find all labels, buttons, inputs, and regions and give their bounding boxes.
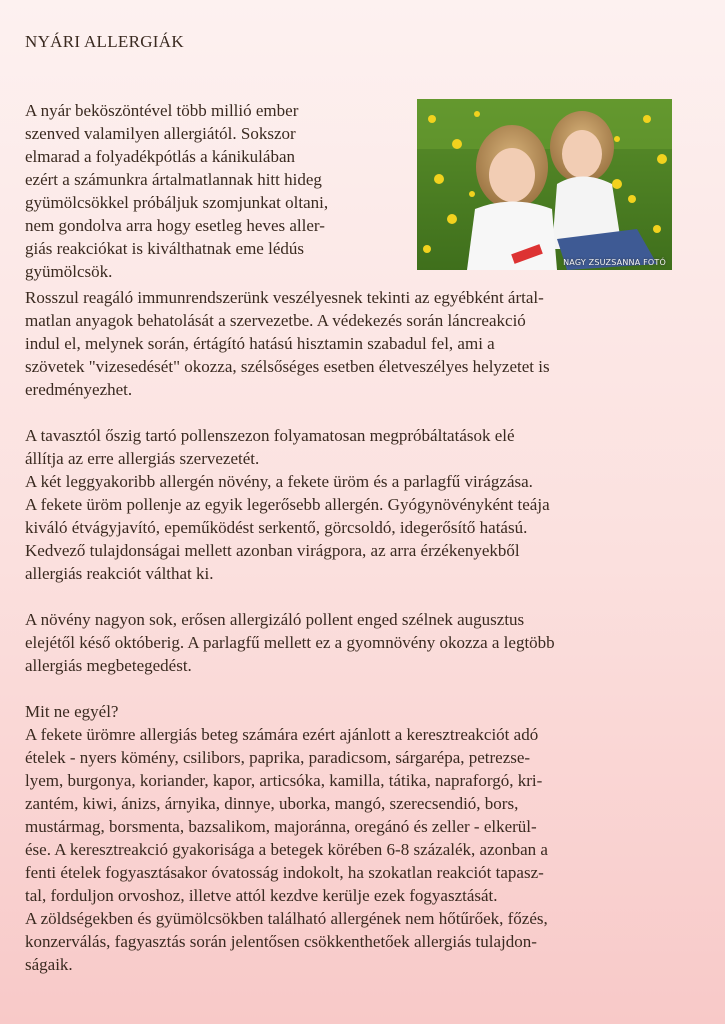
text-line: tal, forduljon orvoshoz, illetve attól kezdve kerülje ezek fogyasztását. — [25, 886, 498, 905]
children-photo — [417, 99, 672, 270]
text-line: eredményezhet. — [25, 380, 133, 399]
text-line: konzerválás, fagyasztás során jelentősen csökkenthetőek allergiás tulajdon- — [25, 932, 537, 951]
text-line: A zöldségekben és gyümölcsökben található allergének nem hőtűrőek, főzés, — [25, 909, 548, 928]
text-line: A nyár beköszöntével több millió ember — [25, 101, 299, 120]
text-line: szenved valamilyen allergiától. Sokszor — [25, 124, 296, 143]
text-line: giás reakciókat is kiválthatnak eme lédús — [25, 239, 304, 258]
text-line: gyümölcsök. — [25, 262, 113, 281]
paragraph-gap — [25, 585, 697, 608]
text-line: nem gondolva arra hogy esetleg heves aller- — [25, 216, 325, 235]
text-line: matlan anyagok behatolását a szervezetbe. A védekezés során láncreakció — [25, 311, 526, 330]
text-line: A fekete ürömre allergiás beteg számára ezért ajánlott a keresztreakciót adó — [25, 725, 539, 744]
text-line: fenti ételek fogyasztásakor óvatosság indokolt, ha szokatlan reakciót tapasz- — [25, 863, 544, 882]
text-line: Kedvező tulajdonságai mellett azonban virágpora, az arra érzékenyekből — [25, 541, 520, 560]
text-line: elmarad a folyadékpótlás a kánikulában — [25, 147, 295, 166]
text-line: A két leggyakoribb allergén növény, a fekete üröm és a parlagfű virágzása. — [25, 472, 533, 491]
text-line: allergiás reakciót válthat ki. — [25, 564, 214, 583]
text-line: elejétől késő októberig. A parlagfű mellett ez a gyomnövény okozza a legtöbb — [25, 633, 555, 652]
text-line: ételek - nyers kömény, csilibors, paprika, paradicsom, sárgarépa, petrezse- — [25, 748, 531, 767]
text-line: mustármag, borsmenta, bazsalikom, majoránna, oregánó és zeller - elkerül- — [25, 817, 537, 836]
text-line: A növény nagyon sok, erősen allergizáló pollent enged szélnek augusztus — [25, 610, 525, 629]
text-line: ezért a számunkra ártalmatlannak hitt hideg — [25, 170, 322, 189]
page-title: NYÁRI ALLERGIÁK — [25, 32, 184, 51]
text-line: kiváló étvágyjavító, epeműködést serkentő, görcsoldó, idegerősítő hatású. — [25, 518, 528, 537]
photo-illustration — [417, 99, 672, 270]
text-line: állítja az erre allergiás szervezetét. — [25, 449, 260, 468]
text-line: allergiás megbetegedést. — [25, 656, 192, 675]
section-heading: Mit ne egyél? — [25, 702, 119, 721]
text-line: Rosszul reagáló immunrendszerünk veszélyesnek tekinti az egyébként ártal- — [25, 288, 544, 307]
text-line: szövetek "vizesedését" okozza, szélsőséges esetben életveszélyes helyzetet is — [25, 357, 550, 376]
text-line: ságaik. — [25, 955, 73, 974]
article-body — [25, 286, 697, 976]
text-line: indul el, melynek során, értágító hatású hisztamin szabadul fel, ami a — [25, 334, 495, 353]
paragraph-gap — [25, 677, 697, 700]
text-line: ése. A keresztreakció gyakorisága a betegek körében 6-8 százalék, azonban a — [25, 840, 548, 859]
text-line: A tavasztól őszig tartó pollenszezon folyamatosan megpróbáltatások elé — [25, 426, 515, 445]
photo-credit: NAGY ZSUZSANNA FOTÓ — [563, 258, 666, 267]
text-line: gyümölcsökkel próbáljuk szomjunkat oltani, — [25, 193, 329, 212]
paragraph-gap — [25, 401, 697, 424]
text-line: A fekete üröm pollenje az egyik legerősebb allergén. Gyógynövényként teája — [25, 495, 550, 514]
intro-paragraph — [25, 99, 410, 283]
text-line: lyem, burgonya, koriander, kapor, articsóka, kamilla, tátika, napraforgó, kri- — [25, 771, 543, 790]
text-line: zantém, kiwi, ánizs, árnyika, dinnye, uborka, mangó, szerecsendió, bors, — [25, 794, 519, 813]
